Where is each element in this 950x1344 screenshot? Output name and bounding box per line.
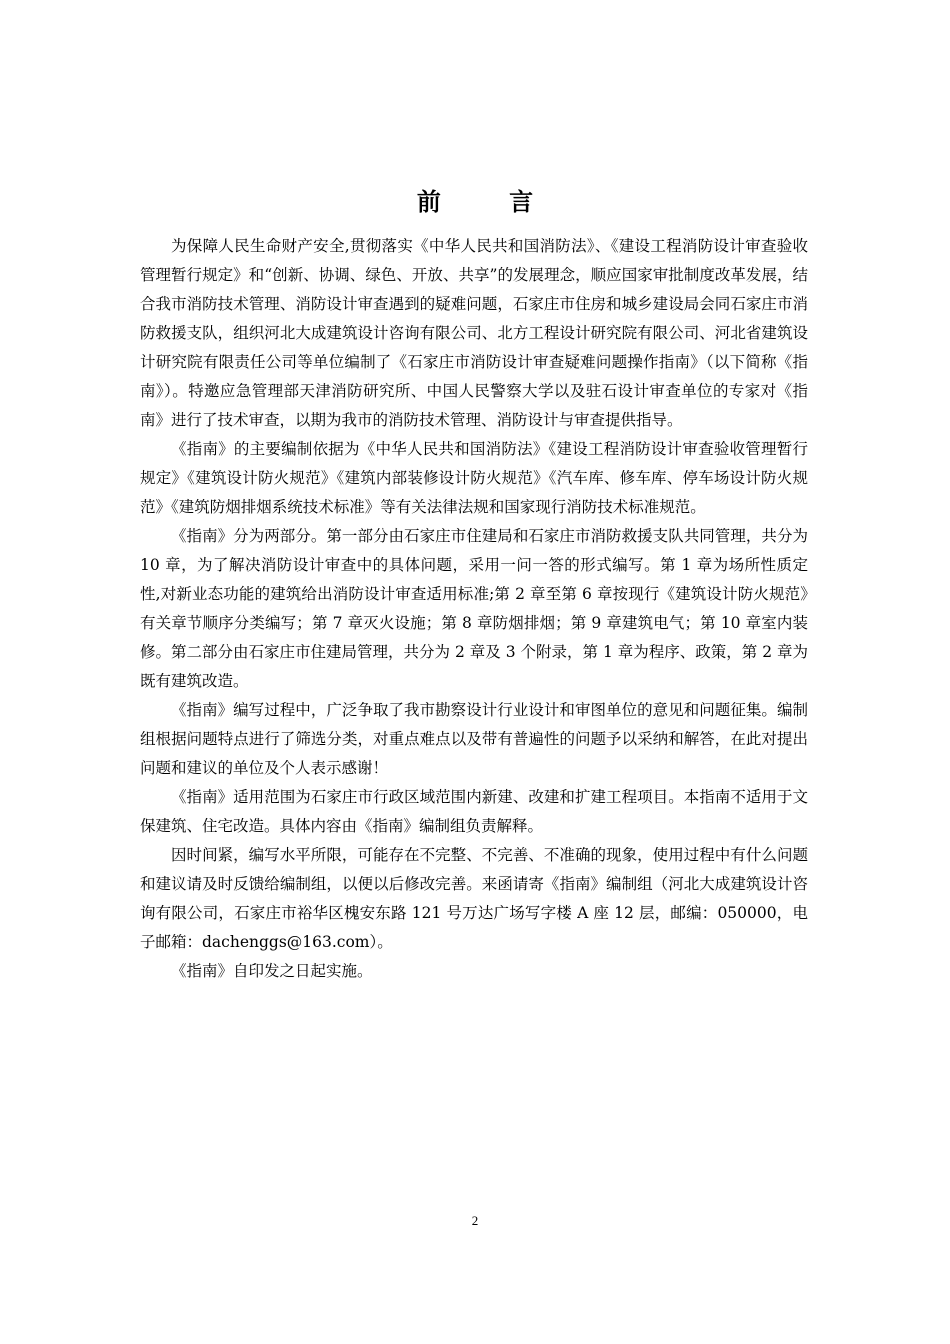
page-title: 前 言 — [416, 187, 564, 217]
paragraph-purpose: 为保障人民生命财产安全,贯彻落实《中华人民共和国消防法》、《建设工程消防设计审查验收管理暂行规定》和“创新、协调、绿色、开放、共享”的发展理念，顺应国家审批制度改革发展，结合我市消防技术管理、消防设计审查遇到的疑难问题，石家庄市住房和城乡建设局会同石家庄市消防救援支队，组织河北大成建筑设计咨询有限公司、北方工程设计研究院有限公司、河北省建筑设计研究院有限责任公司等单位编制了《石家庄市消防设计审查疑难问题操作指南》（以下简称《指南》）。特邀应急管理部天津消防研究所、中国人民警察大学以及驻石设计审查单位的专家对《指南》进行了技术审查，以期为我市的消防技术管理、消防设计与审查提供指导。 — [140, 237, 808, 429]
page-number: 2 — [471, 1213, 479, 1228]
paragraph-structure: 《指南》分为两部分。第一部分由石家庄市住建局和石家庄市消防救援支队共同管理，共分为 10 章，为了解决消防设计审查中的具体问题，采用一问一答的形式编写。第 1 章为场所性质定性,对新业态功能的建筑给出消防设计审查适用标准;第 2 章至第 6 章按现行《建筑设计防火规范》有关章节顺序分类编写；第 7 章灭火设施；第 8 章防烟排烟；第 9 章建筑电气；第 10 章室内装修。第二部分由石家庄市住建局管理，共分为 2 章及 3 个附录，第 1 章为程序、政策，第 2 章为既有建筑改造。 — [140, 527, 808, 690]
paragraph-basis: 《指南》的主要编制依据为《中华人民共和国消防法》《建设工程消防设计审查验收管理暂行规定》《建筑设计防火规范》《建筑内部装修设计防火规范》《汽车库、修车库、停车场设计防火规范》《建筑防烟排烟系统技术标准》等有关法律法规和国家现行消防技术标准规范。 — [140, 440, 808, 516]
paragraph-acknowledgement: 《指南》编写过程中，广泛争取了我市勘察设计行业设计和审图单位的意见和问题征集。编制组根据问题特点进行了筛选分类，对重点难点以及带有普遍性的问题予以采纳和解答，在此对提出问题和建议的单位及个人表示感谢！ — [140, 701, 808, 777]
paragraph-feedback: 因时间紧，编写水平所限，可能存在不完整、不完善、不准确的现象，使用过程中有什么问题和建议请及时反馈给编制组，以便以后修改完善。来函请寄《指南》编制组（河北大成建筑设计咨询有限公司，石家庄市裕华区槐安东路 121 号万达广场写字楼 A 座 12 层，邮编：050000，电子邮箱：dachenggs@163.com）。 — [140, 846, 808, 951]
document-body — [140, 232, 808, 986]
paragraph-effective-date: 《指南》自印发之日起实施。 — [171, 962, 373, 980]
paragraph-scope: 《指南》适用范围为石家庄市行政区域范围内新建、改建和扩建工程项目。本指南不适用于文保建筑、住宅改造。具体内容由《指南》编制组负责解释。 — [140, 788, 808, 835]
